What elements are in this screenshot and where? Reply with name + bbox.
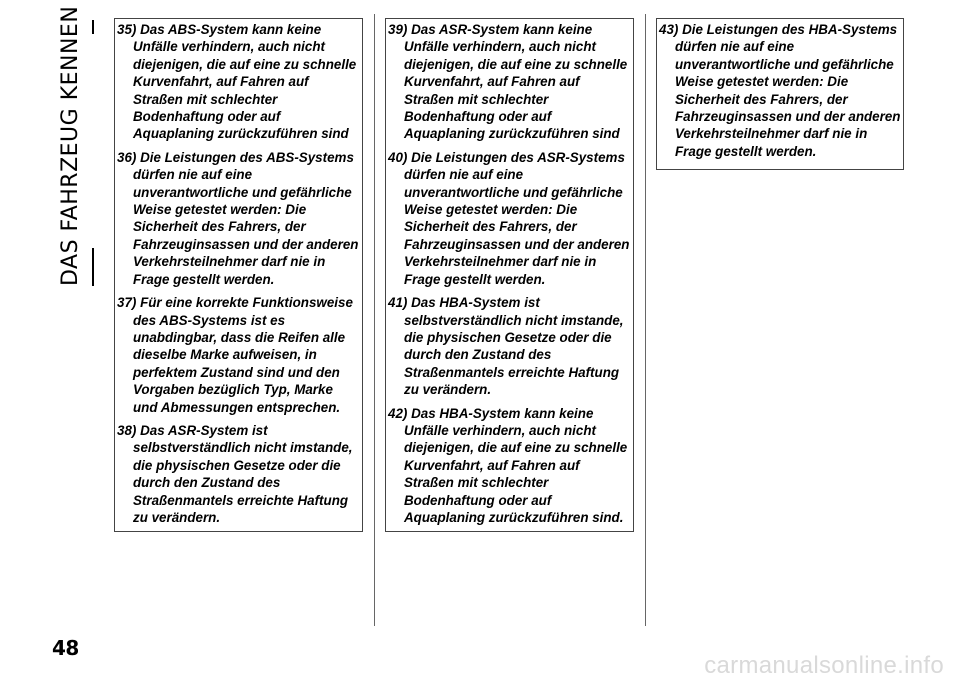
watermark: carmanualsonline.info	[704, 652, 944, 679]
notes-column-3	[656, 18, 904, 170]
side-title-rule-bottom	[92, 248, 94, 286]
note-41: 41) Das HBA-System ist selbstverständlich nicht imstande, die physischen Gesetze oder die durch den Zustand des Straßenmantels erreichte Haftung zu verändern.	[388, 295, 624, 398]
note-39: 39) Das ASR-System kann keine Unfälle verhindern, auch nicht diejenigen, die auf eine zu schnelle Kurvenfahrt, auf Fahren auf Straßen mit schlechter Bodenhaftung oder auf Aquaplaning zurückzuführen sind	[388, 22, 628, 142]
note-37: 37) Für eine korrekte Funktionsweise des ABS-Systems ist es unabdingbar, dass die Reifen alle dieselbe Marke aufweisen, in perfektem Zustand sind und den Vorgaben bezüglich Typ, Marke und Abmessungen entsprechen.	[117, 295, 353, 415]
column-divider-2	[645, 14, 646, 626]
note-36: 36) Die Leistungen des ABS-Systems dürfen nie auf eine unverantwortliche und gefährliche Weise getestet werden: Die Sicherheit des Fahrers, der Fahrzeuginsassen und der anderen Verkehrsteilnehmer darf nie in Frage gestellt werden.	[117, 149, 359, 287]
page-number: 48	[52, 636, 79, 660]
note-42: 42) Das HBA-System kann keine Unfälle verhindern, auch nicht diejenigen, die auf eine zu schnelle Kurvenfahrt, auf Fahren auf Straßen mit schlechter Bodenhaftung oder auf Aquaplaning zurückzuführen sind.	[388, 405, 628, 525]
note-35: 35) Das ABS-System kann keine Unfälle verhindern, auch nicht diejenigen, die auf eine zu schnelle Kurvenfahrt, auf Fahren auf Straßen mit schlechter Bodenhaftung oder auf Aquaplaning zurückzuführen sind	[117, 22, 357, 142]
side-title-rule-top	[92, 20, 94, 34]
note-38: 38) Das ASR-System ist selbstverständlich nicht imstande, die physischen Gesetze oder die durch den Zustand des Straßenmantels erreichte Haftung zu verändern.	[117, 422, 353, 525]
side-section-title: DAS FAHRZEUG KENNEN	[58, 5, 83, 286]
notes-column-2	[385, 18, 634, 532]
note-40: 40) Die Leistungen des ASR-Systems dürfen nie auf eine unverantwortliche und gefährliche Weise getestet werden: Die Sicherheit des Fahrers, der Fahrzeuginsassen und der anderen Verkehrsteilnehmer darf nie in Frage gestellt werden.	[388, 149, 630, 287]
notes-column-1	[114, 18, 363, 532]
note-43: 43) Die Leistungen des HBA-Systems dürfen nie auf eine unverantwortliche und gefährliche Weise getestet werden: Die Sicherheit des Fahrers, der Fahrzeuginsassen und der anderen Verkehrsteilnehmer darf nie in Frage gestellt werden.	[659, 22, 901, 159]
column-divider-1	[374, 14, 375, 626]
